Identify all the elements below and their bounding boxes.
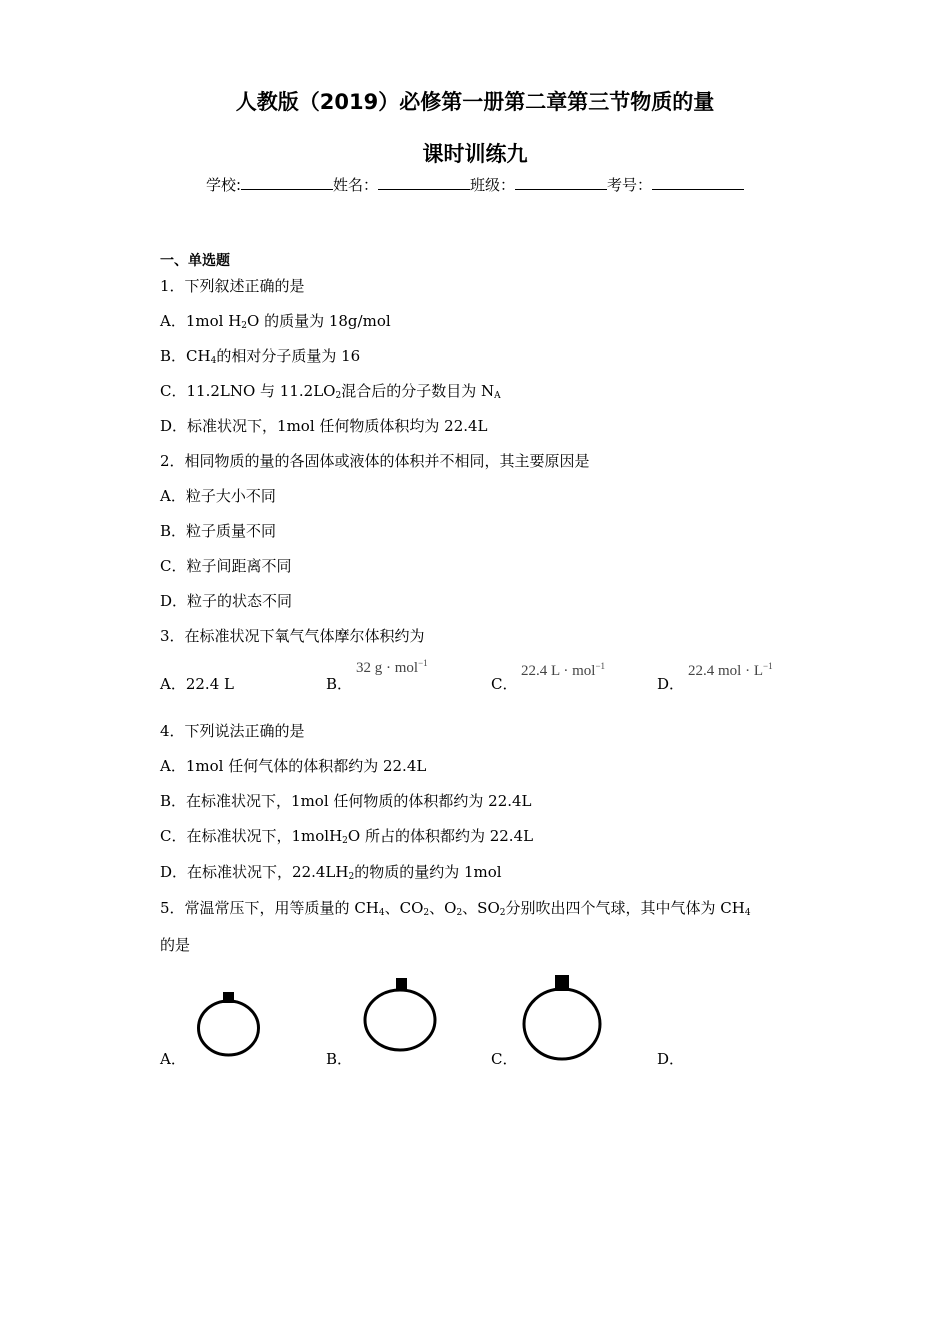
q5-s5: 分别吹出四个气球，其中气体为 CH: [505, 899, 745, 917]
q3-c-sup: −1: [595, 661, 606, 671]
name-field[interactable]: [378, 177, 470, 190]
q3-option-b-value: [356, 660, 428, 677]
q3-stem: 3．在标准状况下氧气气体摩尔体积约为: [160, 627, 425, 645]
q5-s3-sub: 2: [456, 908, 463, 918]
q1-b-sub: 4: [210, 356, 217, 366]
q5-stem-line2: 的是: [160, 936, 191, 954]
q1-c-text: C．11.2LNO 与 11.2LO: [160, 382, 336, 400]
balloon-c-body: [524, 989, 600, 1059]
balloon-c-figure: [515, 968, 610, 1068]
q1-a-text-post: O 的质量为 18g/mol: [247, 312, 391, 330]
q2-stem: 2．相同物质的量的各固体或液体的体积并不相同，其主要原因是: [160, 452, 590, 470]
q4-option-b: B．在标准状况下，1mol 任何物质的体积都约为 22.4L: [160, 792, 532, 810]
q3-option-d-label: D．: [657, 675, 685, 693]
q5-s2: 、CO: [384, 899, 424, 917]
q5-s3: 、O: [429, 899, 457, 917]
q2-option-a: A．粒子大小不同: [160, 487, 276, 505]
q2-option-c: C．粒子间距离不同: [160, 557, 292, 575]
page-title: 人教版（2019）必修第一册第二章第三节物质的量: [235, 90, 715, 114]
name-label: 姓名：: [333, 176, 379, 194]
q4-c-text: C．在标准状况下，1molH: [160, 827, 343, 845]
q5-option-b: B．: [326, 1050, 353, 1068]
q3-d-sup: −1: [763, 661, 773, 671]
page-subtitle: 课时训练九: [422, 142, 528, 166]
q1-option-b: [160, 345, 360, 366]
school-field[interactable]: [241, 177, 333, 190]
class-field[interactable]: [515, 177, 607, 190]
q1-c-text-mid: 混合后的分子数目为 N: [341, 382, 495, 400]
q4-d-text-post: 的物质的量约为 1mol: [354, 863, 502, 881]
q4-d-sub: 2: [348, 872, 355, 882]
q4-option-c: [160, 825, 533, 846]
q3-option-c-value: [521, 663, 605, 680]
q5-option-c: C．: [491, 1050, 518, 1068]
q3-d-unit: 22.4 mol · L: [688, 663, 763, 679]
q5-stem: [160, 897, 751, 918]
q3-option-c-label: C．: [491, 675, 518, 693]
q5-s1: 5．常温常压下，用等质量的 CH: [160, 899, 379, 917]
q3-b-unit: 32 g · mol: [356, 660, 419, 676]
q3-option-a: A．22.4 L: [160, 675, 234, 693]
school-label: 学校:: [205, 176, 241, 194]
q4-c-text-post: O 所占的体积都约为 22.4L: [347, 827, 534, 845]
balloon-b-figure: [356, 970, 446, 1060]
q3-b-sup: −1: [418, 658, 428, 668]
balloon-a-figure: [190, 985, 270, 1060]
q4-option-a: A．1mol 任何气体的体积都约为 22.4L: [160, 757, 427, 775]
q3-option-b-label: B．: [326, 675, 353, 693]
q5-option-a: A．: [160, 1050, 186, 1068]
q1-c-sub: 2: [335, 391, 342, 401]
q4-c-sub: 2: [342, 836, 348, 846]
section-title: 一、单选题: [160, 253, 230, 269]
q1-a-text: A．1mol H: [160, 312, 242, 330]
q1-a-sub: 2: [241, 321, 248, 331]
q5-option-d: D．: [657, 1050, 685, 1068]
q2-option-b: B．粒子质量不同: [160, 522, 277, 540]
q1-option-a: [160, 310, 391, 331]
number-label: 考号：: [607, 176, 653, 194]
q1-stem: 1．下列叙述正确的是: [160, 277, 305, 295]
q1-option-d: D．标准状况下，1mol 任何物质体积均为 22.4L: [160, 417, 488, 435]
q3-option-d-value: [688, 663, 773, 680]
q4-d-text: D．在标准状况下，22.4LH: [160, 863, 349, 881]
q2-option-d: D．粒子的状态不同: [160, 592, 293, 610]
balloon-a-body: [199, 1001, 259, 1055]
q1-option-c: [160, 380, 501, 401]
q5-s5-sub: 4: [744, 908, 751, 918]
class-label: 班级：: [470, 176, 516, 194]
q4-stem: 4．下列说法正确的是: [160, 722, 305, 740]
q4-option-d: [160, 861, 502, 882]
number-field[interactable]: [652, 177, 744, 190]
q5-s4: 、SO: [462, 899, 500, 917]
q3-c-unit: 22.4 L · mol: [521, 663, 596, 679]
q1-b-text-post: 的相对分子质量为 16: [216, 347, 361, 365]
q5-s4-sub: 2: [499, 908, 506, 918]
balloon-b-body: [365, 990, 435, 1050]
q1-b-text: B．CH: [160, 347, 211, 365]
q1-c-sub2: A: [494, 391, 501, 401]
student-info-line: [0, 174, 950, 195]
q5-s2-sub: 2: [423, 908, 430, 918]
q5-s1-sub: 4: [378, 908, 385, 918]
